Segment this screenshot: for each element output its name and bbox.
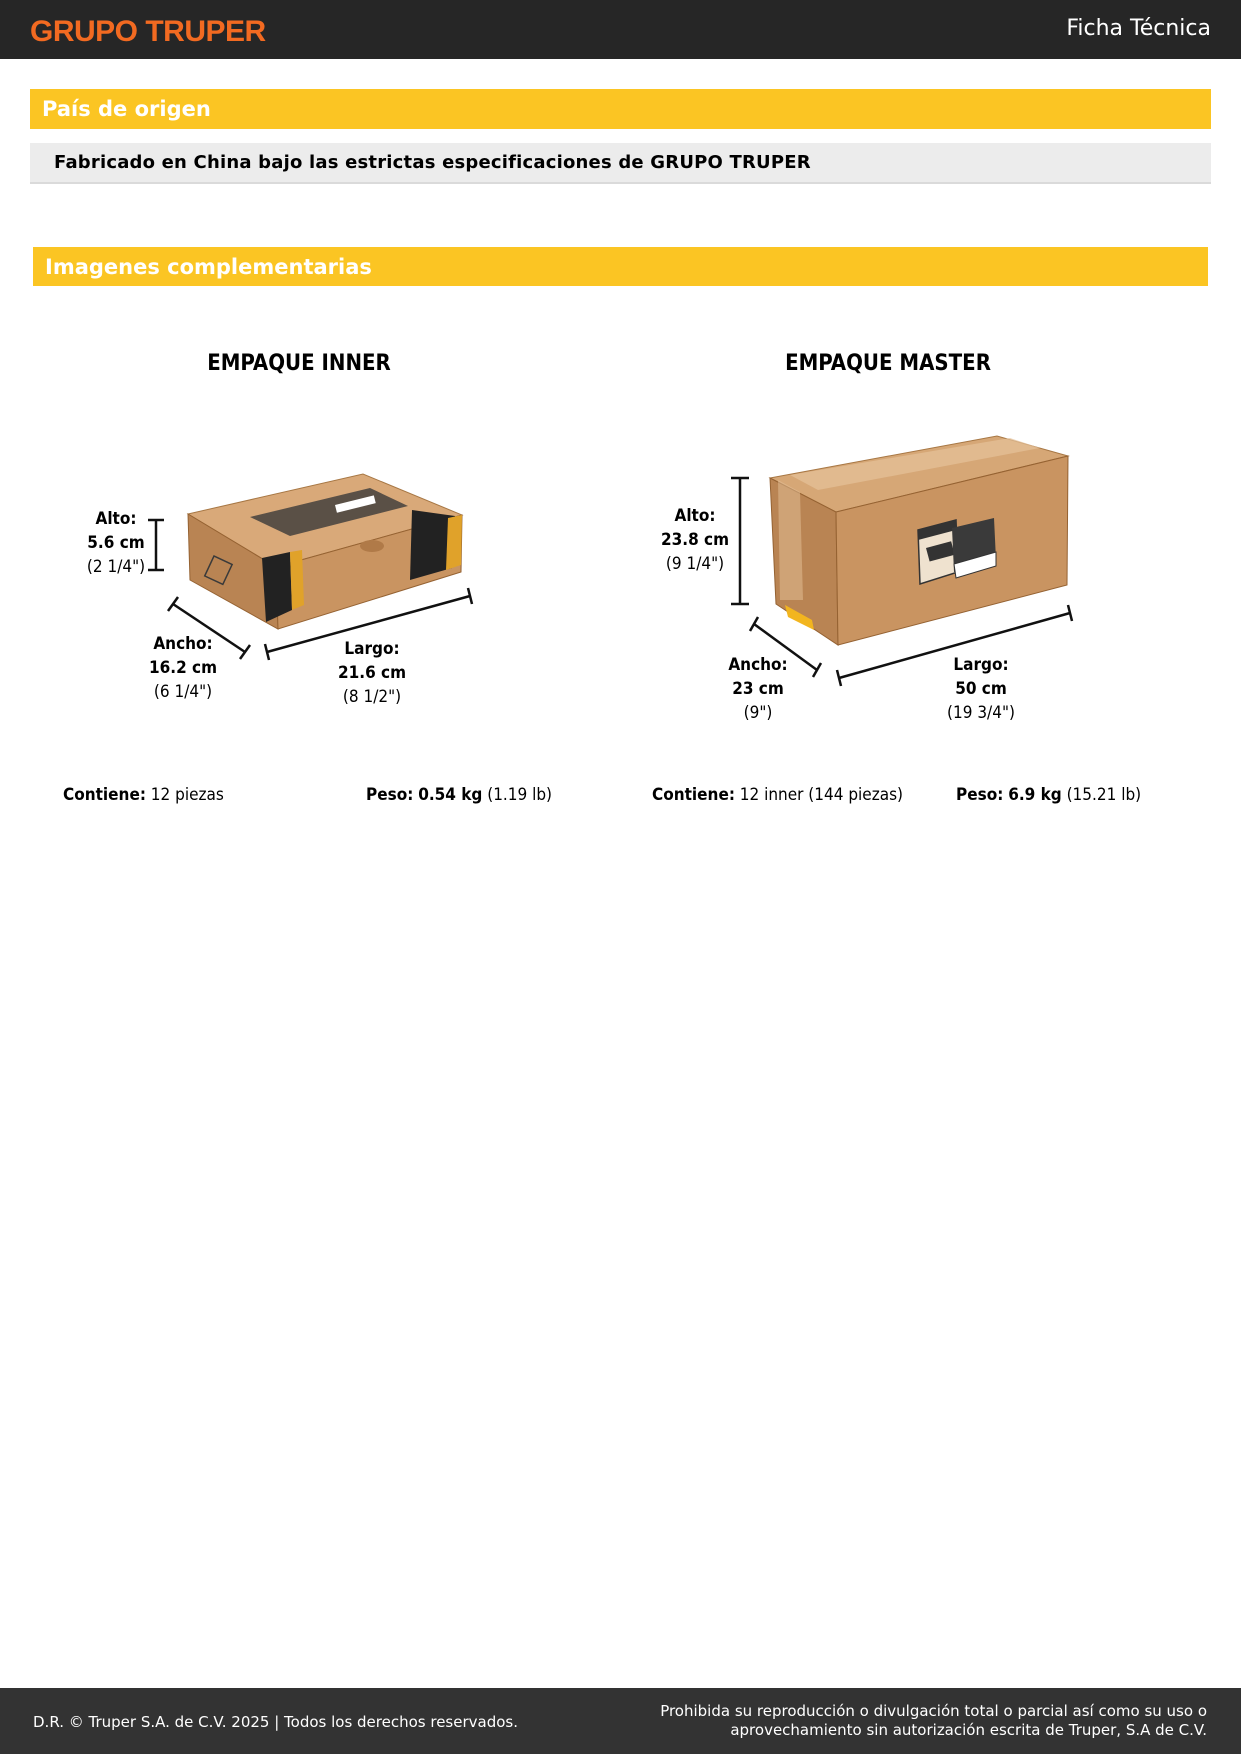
master-ancho-label: Ancho: 23 cm (9") xyxy=(728,655,788,723)
inner-package-title: EMPAQUE INNER xyxy=(207,351,391,376)
inner-ancho-label: Ancho: 16.2 cm (6 1/4") xyxy=(148,634,218,702)
inner-box-tape-front xyxy=(262,552,292,622)
inner-peso: Peso: 0.54 kg (1.19 lb) xyxy=(366,785,553,805)
master-alto-label: Alto: 23.8 cm (9 1/4") xyxy=(660,506,730,574)
master-contiene: Contiene: 12 inner (144 piezas) xyxy=(652,785,904,805)
origin-section-heading: País de origen xyxy=(30,89,1211,129)
inner-contiene: Contiene: 12 piezas xyxy=(63,785,224,805)
copyright-text: D.R. © Truper S.A. de C.V. 2025 | Todos los derechos reservados. xyxy=(33,1713,518,1731)
inner-largo-label: Largo: 21.6 cm (8 1/2") xyxy=(337,639,407,707)
images-section-heading: Imagenes complementarias xyxy=(33,247,1208,286)
document-title: Ficha Técnica xyxy=(1066,16,1211,41)
master-peso: Peso: 6.9 kg (15.21 lb) xyxy=(956,785,1142,805)
origin-text: Fabricado en China bajo las estrictas especificaciones de GRUPO TRUPER xyxy=(30,143,1211,184)
grupo-truper-logo: GRUPO TRUPER xyxy=(30,15,266,48)
page-footer xyxy=(0,1688,1241,1754)
legal-notice: Prohibida su reproducción o divulgación total o parcial así como su uso o aprovechamiento sin autorización escrita de Truper, S.A de C.V. xyxy=(660,1702,1207,1739)
master-largo-label: Largo: 50 cm (19 3/4") xyxy=(947,655,1015,723)
master-package-title: EMPAQUE MASTER xyxy=(785,351,991,376)
inner-alto-label: Alto: 5.6 cm (2 1/4") xyxy=(86,509,146,577)
